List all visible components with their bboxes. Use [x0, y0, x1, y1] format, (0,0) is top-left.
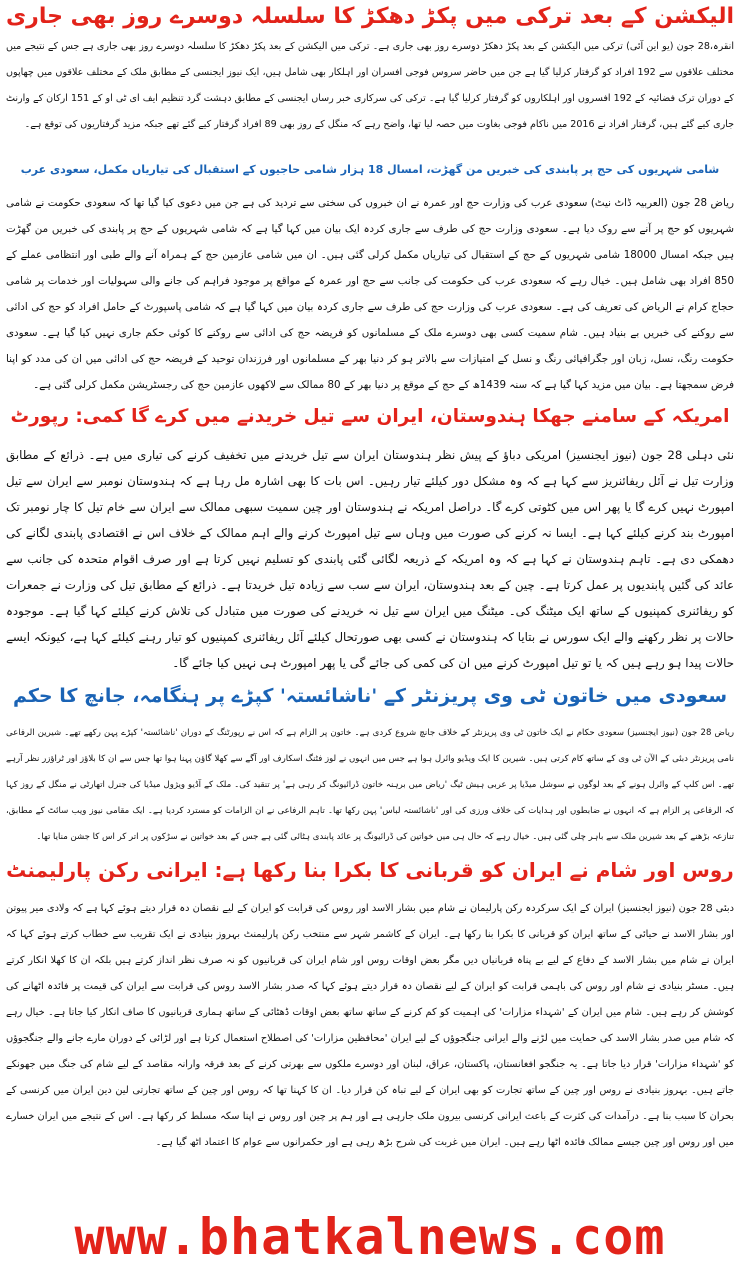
article-syria-hajj: [6, 152, 734, 398]
article-body: دبئی 28 جون (نیوز ایجنسیز) ایران کے ایک سرکردہ رکن پارلیمان نے شام میں بشار الاسد اور روس کی قرابت کو ایران کے لیے نقصان دہ قرار دیتے ہوئے کہا ہے کہ ولادی میر پیوتن اور بشار الاسد نے حیائی کے ساتھ ایران کو قربانی کا بکرا بنا رکھا ہے۔ ایران کے کاشمر شہر سے منتخب رکن پارلیمنٹ بہروز بنیادی نے ایک تقریب سے خطاب کرتے ہوئے کہا کہ ایران نے شام میں بشار الاسد کے دفاع کے لیے بے پناہ قربانیاں دیں مگر بعض اوقات روس اور شام ایران کی قربانیوں کو نہ صرف نظر انداز کرتے ہیں بلکہ ان کا کھلا انکار کرتے ہیں۔ مسٹر بنیادی نے شام اور روس کی باہمی قرابت کو ایران کے لیے نقصان دہ قرار دیتے ہوئے کہا کہ صدر بشار الاسد روس کی قرابت سے ایران کی قیمت پر فائدہ اٹھانے کی کوشش کر رہے ہیں۔ شام میں ایران کے 'شہداء مزارات' کی اہمیت کو کم کرنے کے ساتھ ساتھ بعض اوقات ڈھٹائی کے ساتھ ہماری قربانیوں کا صاف انکار کیا جاتا ہے۔ خیال رہے کہ شام میں صدر بشار الاسد کی حمایت میں لڑنے والے ایرانی جنگجوؤں کے لیے ایران 'محافظین مزارات' کی اصطلاح استعمال کرتا ہے اور لڑائی کے دوران مارے جانے والے جنگجوؤں کو 'شہداء مزارات' قرار دیا جاتا ہے۔ یہ جنگجو افغانستان، پاکستان، عراق، لبنان اور دوسرے ملکوں سے بھرتی کرنے کے بعد فرقہ وارانہ مقاصد کے لیے شام کی جنگ میں جھونکے جاتے ہیں۔ بہروز بنیادی نے روس اور چین کے ساتھ تجارت کو بھی ایران کے لیے تباہ کن قرار دیا۔ ان کا کہنا تھا کہ روس اور چین کے ساتھ تجارتی لین دین ایران میں کرنسی کے بحران کا سبب بنا ہے۔ درآمدات کی کثرت کے باعث ایرانی کرنسی بیرون ملک جارہی ہے اور ہم پر چین اور روس نے اپنا سکہ مسلط کر رکھا ہے۔ اس کے نتیجے میں ایران خسارے میں اور روس اور چین جیسے ممالک فائدہ اٹھا رہے ہیں۔ ایران میں غربت کی شرح بڑھ رہی ہے اور حکمرانوں سے عوام کا اعتماد اٹھ گیا ہے۔: [6, 903, 734, 1148]
article-body: انقرہ،28 جون (یو این آئی) ترکی میں الیکشن کے بعد پکڑ دھکڑ دوسرے روز بھی جاری ہے۔ ترکی میں الیکشن کے بعد پکڑ دھکڑ کا سلسلہ دوسرے روز بھی جاری ہے جس کے نتیجے میں مختلف علاقوں سے 192 افراد کو گرفتار کرلیا گیا ہے جن میں حاضر سروس فوجی افسران اور اہلکار بھی شامل ہیں، ایک نیوز ایجنسی کے مطابق ملک کے مختلف علاقوں میں چھاپوں کے دوران ترک فضائیہ کے 192 افسروں اور اہلکاروں کو گرفتار کرلیا گیا ہے۔ ترکی کی سرکاری خبر رساں ایجنسی کے مطابق دہشت گرد تنظیم ایف ای ٹی او کے 151 ارکان کے وارنٹ جاری کیے گئے ہیں، گرفتار افراد نے 2016 میں ناکام فوجی بغاوت میں حصہ لیا تھا، واضح رہے کہ منگل کے روز بھی 89 افراد گرفتار کیے گئے تھے جبکہ مزید گرفتاریوں کی توقع ہے۔: [6, 41, 734, 130]
article-saudi-presenter: [6, 676, 734, 850]
article-india-iran-oil: [6, 398, 734, 676]
article-turkey-arrests: [6, 0, 734, 152]
article-body: ریاض 28 جون (نیوز ایجنسیز) سعودی حکام نے ایک خاتون ٹی وی پریزنٹر کے خلاف جانچ شروع کردی ہے۔ خاتون پر الزام ہے کہ اس نے رپورٹنگ کے دوران 'ناشائستہ' کپڑے پہن رکھے تھے۔ شیرین الرفاعی نامی پریزنٹر دبئی کے الآن ٹی وی کے ساتھ کام کرتی ہیں۔ شیرین کا ایک ویڈیو وائرل ہوا ہے جس میں انہوں نے لوز فٹنگ اسکارف اور آگے سے کھلا گاؤن پہنا ہوا تھا جس سے ان کا بلاؤز اور ٹراؤزر نظر آرہے تھے۔ اس کلپ کے وائرل ہونے کے بعد لوگوں نے سوشل میڈیا پر عربی ہیش ٹیگ 'ریاض میں برہنہ خاتون ڈرائیونگ کر رہی ہے' پر تنقید کی۔ ملک کے آڈیو ویژول میڈیا کی جنرل اتھارٹی نے منگل کے روز کہا کہ الرفاعی پر الزام ہے کہ انہوں نے ضابطوں اور ہدایات کی خلاف ورزی کی اور 'ناشائستہ لباس' پہن رکھا تھا۔ تاہم الرفاعی نے ان الزامات کو مسترد کردیا ہے۔ ایک مقامی نیوز ویب سائٹ کے مطابق، تنازعہ بڑھنے کے بعد شیرین ملک سے باہر چلی گئی ہیں۔ خیال رہے کہ حال ہی میں خواتین کی ڈرائیونگ پر عائد پابندی ہٹائی گئی ہے جس کے بعد خواتین نے سڑکوں پر اتر کر اس کا جشن منایا تھا۔: [6, 728, 734, 842]
headline: شامی شہریوں کی حج پر پابندی کی خبریں من گھڑت، امسال 18 ہزار شامی حاجیوں کے استقبال کی تیاریاں مکمل، سعودی عرب: [20, 163, 720, 176]
headline: سعودی میں خاتون ٹی وی پریزنٹر کے 'ناشائستہ' کپڑے پر ہنگامہ، جانچ کا حکم: [12, 685, 728, 707]
headline: امریکہ کے سامنے جھکا ہندوستان، ایران سے تیل خریدنے میں کرے گا کمی: رپورٹ: [10, 406, 730, 427]
website-footer: [0, 1204, 740, 1270]
article-iran-scapegoat: [6, 850, 734, 1158]
headline: الیکشن کے بعد ترکی میں پکڑ دھکڑ کا سلسلہ دوسرے روز بھی جاری: [6, 4, 734, 29]
article-body: ریاض 28 جون (العربیہ ڈاٹ نیٹ) سعودی عرب کی وزارت حج اور عمرہ نے ان خبروں کی سختی سے تردید کی ہے جن میں دعوی کیا گیا تھا کہ سعودی حکومت نے شامی شہریوں کو حج پر آنے سے روک دیا ہے۔ سعودی وزارت حج کی طرف سے جاری کردہ ایک بیان میں کہا گیا ہے کہ شامی شہریوں کے حج پر پابندی کی خبریں من گھڑت ہیں جبکہ امسال 18000 شامی شہریوں کے حج کے استقبال کی تیاریاں مکمل کرلی گئی ہیں۔ ان میں شامی عازمین حج کے ہمراہ آنے والے طبی اور انتظامی عملے کے 850 افراد بھی شامل ہیں۔ خیال رہے کہ سعودی عرب کی حکومت کی جانب سے حج اور عمرہ کے مواقع پر موجود فراہم کی جانے والی سہولیات اور خدمات پر شامی حجاج کرام نے الریاض کی تعریف کی ہے۔ سعودی عرب کی وزارت حج کی طرف سے جاری کردہ بیان میں کہا گیا ہے کہ شامی پاسپورٹ کے حامل افراد کو حج کی ادائی سے روکنے کی خبریں بے بنیاد ہیں۔ شام سمیت کسی بھی دوسرے ملک کے مسلمانوں کو فریضہ حج کی ادائی سے روکنے کا کوئی حکم جاری نہیں کیا گیا ہے۔ سعودی حکومت رنگ، نسل، زبان اور جگرافیائی رنگ و نسل کے امتیازات سے بالاتر ہو کر دنیا بھر کے مسلمانوں اور فرزندان توحید کے فریضہ حج کی ادائی میں ان کی مدد کو اپنا فرض سمجھتا ہے۔ بیان میں مزید کہا گیا ہے کہ سنہ 1439ھ کے حج کے موقع پر دنیا بھر کے 80 ممالک سے لاکھوں عازمین حج کی رجسٹریشن مکمل کرلی گئی ہے۔: [6, 197, 734, 391]
headline: روس اور شام نے ایران کو قربانی کا بکرا بنا رکھا ہے: ایرانی رکن پارلیمنٹ: [6, 858, 734, 882]
article-body: نئی دہلی 28 جون (نیوز ایجنسیز) امریکی دباؤ کے پیش نظر ہندوستان ایران سے تیل خریدنے میں تخفیف کرنے کی تیاری میں ہے۔ ذرائع کے مطابق وزارت تیل نے آئل ریفائنریز سے کہا ہے کہ وہ مشکل دور کیلئے تیار رہیں۔ اس بات کا بھی اشارہ مل رہا ہے کہ ہندوستان نومبر سے ایران سے تیل امپورٹ نہیں کرے گا یا پھر اس میں کٹوتی کرے گا۔ دراصل امریکہ نے ہندوستان اور چین سمیت سبھی ممالک سے ایران سے خام تیل کا چار نومبر تک امپورٹ بند کرنے کیلئے کہا ہے۔ ایسا نہ کرنے کی صورت میں وہاں سے تیل امپورٹ کرنے والے اہم ممالک کے خلاف اس نے اقتصادی پابندی لگانے کی دھمکی دی ہے۔ تاہم ہندوستان نے کہا ہے کہ وہ امریکہ کے ذریعہ لگائی گئی پابندی کو تسلیم نہیں کرتا ہے اور صرف اقوام متحدہ کی جانب سے عائد کی گئیں پابندیوں پر عمل کرتا ہے۔ چین کے بعد ہندوستان، ایران سے سب سے زیادہ تیل خریدتا ہے۔ ذرائع کے مطابق تیل کی وزارت نے جمعرات کو ریفائنری کمپنیوں کے ساتھ ایک میٹنگ کی۔ میٹنگ میں ایران سے تیل نہ خریدنے کی صورت میں متبادل کی تلاش کرنے کیلئے کہا گیا ہے۔ موجودہ حالات پر نظر رکھنے والے ایک سورس نے بتایا کہ ہندوستان نے کسی بھی صورتحال کیلئے آئل ریفائنری کمپنیوں کو تیار رہنے کیلئے کہا ہے، کیونکہ ایسے حالات پیدا ہو رہے ہیں کہ یا تو تیل امپورٹ کرنے میں ان کی کمی کی جائے گی یا پھر امپورٹ ہی نہیں کیا جائے گا۔: [6, 448, 734, 670]
website-url: www.bhatkalnews.com: [74, 1208, 666, 1266]
